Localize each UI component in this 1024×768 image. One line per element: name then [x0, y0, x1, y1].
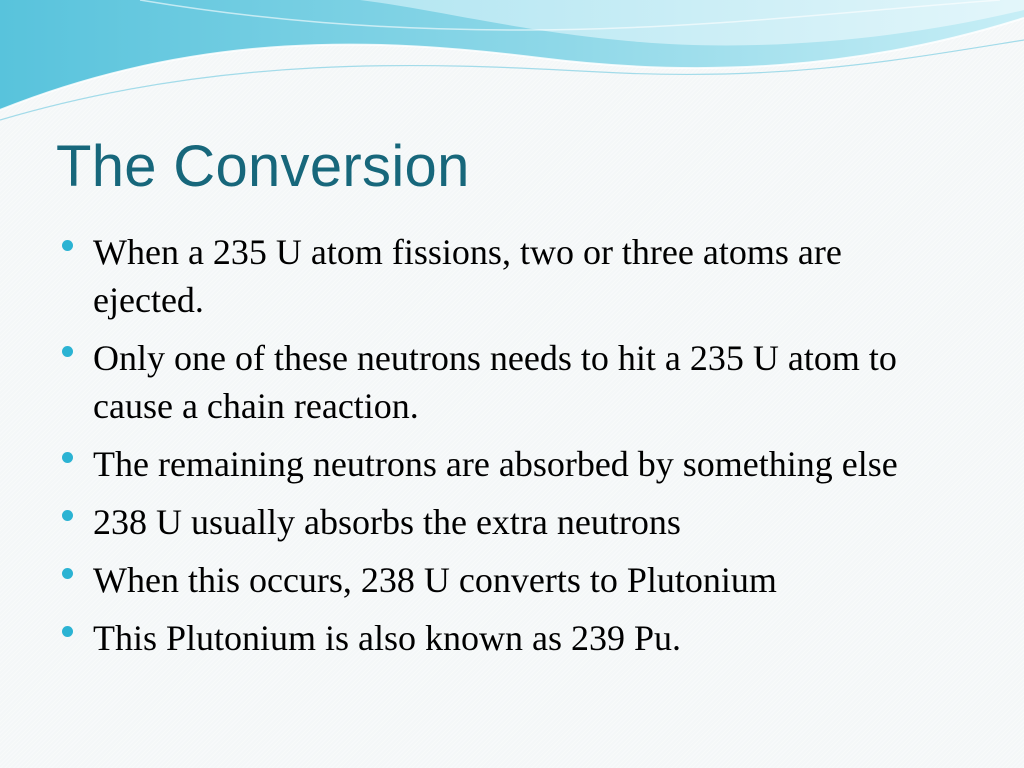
bullet-text: The remaining neutrons are absorbed by something else [93, 444, 898, 484]
bullet-text: Only one of these neutrons needs to hit a 235 U atom to cause a chain reaction. [93, 338, 897, 426]
bullet-dot-icon [62, 510, 73, 521]
bullet-dot-icon [62, 346, 73, 357]
bullet-item [60, 228, 960, 324]
bullet-text: This Plutonium is also known as 239 Pu. [93, 618, 682, 658]
slide-title: The Conversion [56, 134, 470, 199]
bullet-item [60, 440, 960, 488]
bullet-text: 238 U usually absorbs the extra neutrons [93, 502, 681, 542]
bullet-dot-icon [62, 568, 73, 579]
bullet-item [60, 556, 960, 604]
header-wave-decoration [0, 0, 1024, 130]
bullet-dot-icon [62, 452, 73, 463]
bullet-text: When this occurs, 238 U converts to Plutonium [93, 560, 777, 600]
bullet-item [60, 614, 960, 662]
bullet-dot-icon [62, 626, 73, 637]
bullet-text: When a 235 U atom fissions, two or three atoms are ejected. [93, 232, 842, 320]
bullet-dot-icon [62, 240, 73, 251]
bullet-list [60, 228, 960, 672]
bullet-item [60, 498, 960, 546]
bullet-item [60, 334, 960, 430]
